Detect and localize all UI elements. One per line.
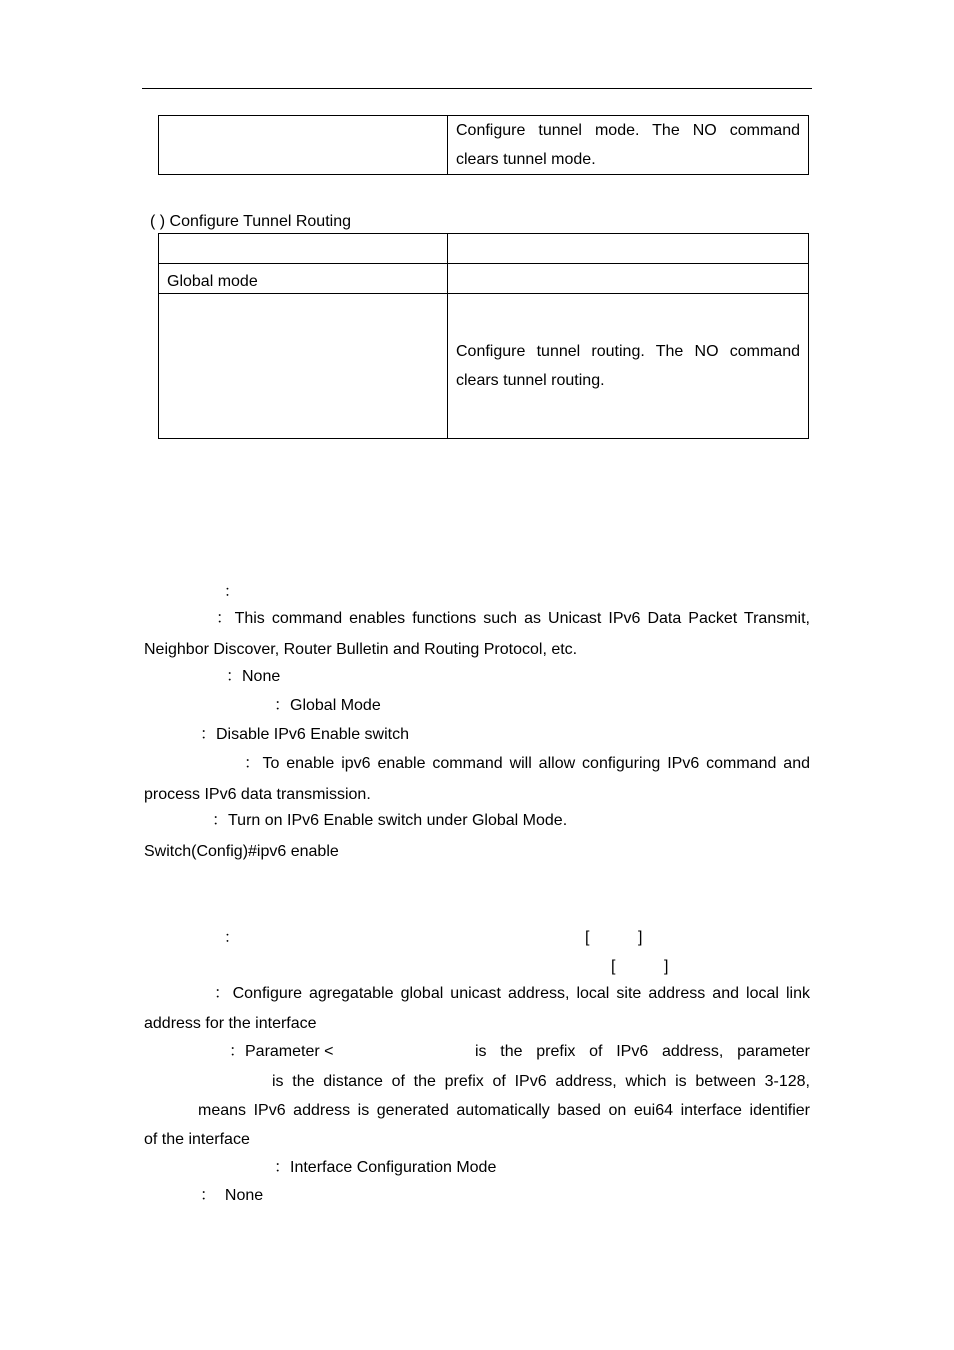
syntax-bracket-open: [	[585, 929, 590, 946]
table-cell-description: Configure tunnel routing. The NO command clears tunnel routing.	[448, 294, 809, 439]
parameter-text: ：None	[226, 668, 281, 685]
parameter-text-cont: means IPv6 address is generated automatically based on eui64 interface identifier	[198, 1102, 810, 1119]
example-text: ：Turn on IPv6 Enable switch under Global Mode.	[212, 812, 568, 829]
table-row	[159, 264, 809, 294]
table-row	[159, 294, 809, 439]
table-cell-command	[159, 116, 448, 175]
parameter-text: ：Parameter <	[229, 1043, 334, 1060]
command-mode-text: ：Global Mode	[274, 697, 381, 714]
function-text: ：This command enables functions such as Unicast IPv6 Data Packet Transmit, Neighbor Discover, Router Bulletin and Routing Protocol, etc.	[144, 610, 810, 658]
table-cell-description: Configure tunnel mode. The NO command clears tunnel mode.	[448, 116, 809, 175]
table-cell-header-command	[159, 234, 448, 264]
function-text: ：Configure agregatable global unicast address, local site address and local link address for the interface	[144, 985, 810, 1032]
table-cell-header-explanation	[448, 234, 809, 264]
parameter-text-cont: is the distance of the prefix of IPv6 address, which is between 3-128,	[272, 1073, 810, 1090]
default-text: ：Disable IPv6 Enable switch	[200, 726, 409, 743]
syntax-bracket-close: ]	[638, 929, 643, 946]
command-colon: ：	[224, 583, 240, 600]
usage-guide-text: ：To enable ipv6 enable command will allow configuring IPv6 command and process IPv6 data transmission.	[144, 755, 810, 803]
table-cell-mode: Global mode	[159, 264, 448, 294]
table-row	[159, 234, 809, 264]
parameter-text-cont: is the prefix of IPv6 address, parameter	[475, 1043, 810, 1060]
table-cell-empty	[448, 264, 809, 294]
example-command: Switch(Config)#ipv6 enable	[144, 843, 339, 860]
tunnel-routing-table	[158, 233, 809, 439]
syntax-bracket-close: ]	[664, 958, 669, 975]
table-row	[159, 116, 809, 175]
command-mode-text: ：Interface Configuration Mode	[274, 1159, 497, 1176]
header-rule	[142, 88, 812, 89]
default-text: ： None	[200, 1187, 264, 1204]
command-colon: ：	[224, 929, 240, 946]
tunnel-mode-table	[158, 115, 809, 175]
section-heading: ( ) Configure Tunnel Routing	[150, 213, 351, 230]
syntax-bracket-open: [	[611, 958, 616, 975]
parameter-text-cont: of the interface	[144, 1131, 250, 1148]
table-cell-command	[159, 294, 448, 439]
